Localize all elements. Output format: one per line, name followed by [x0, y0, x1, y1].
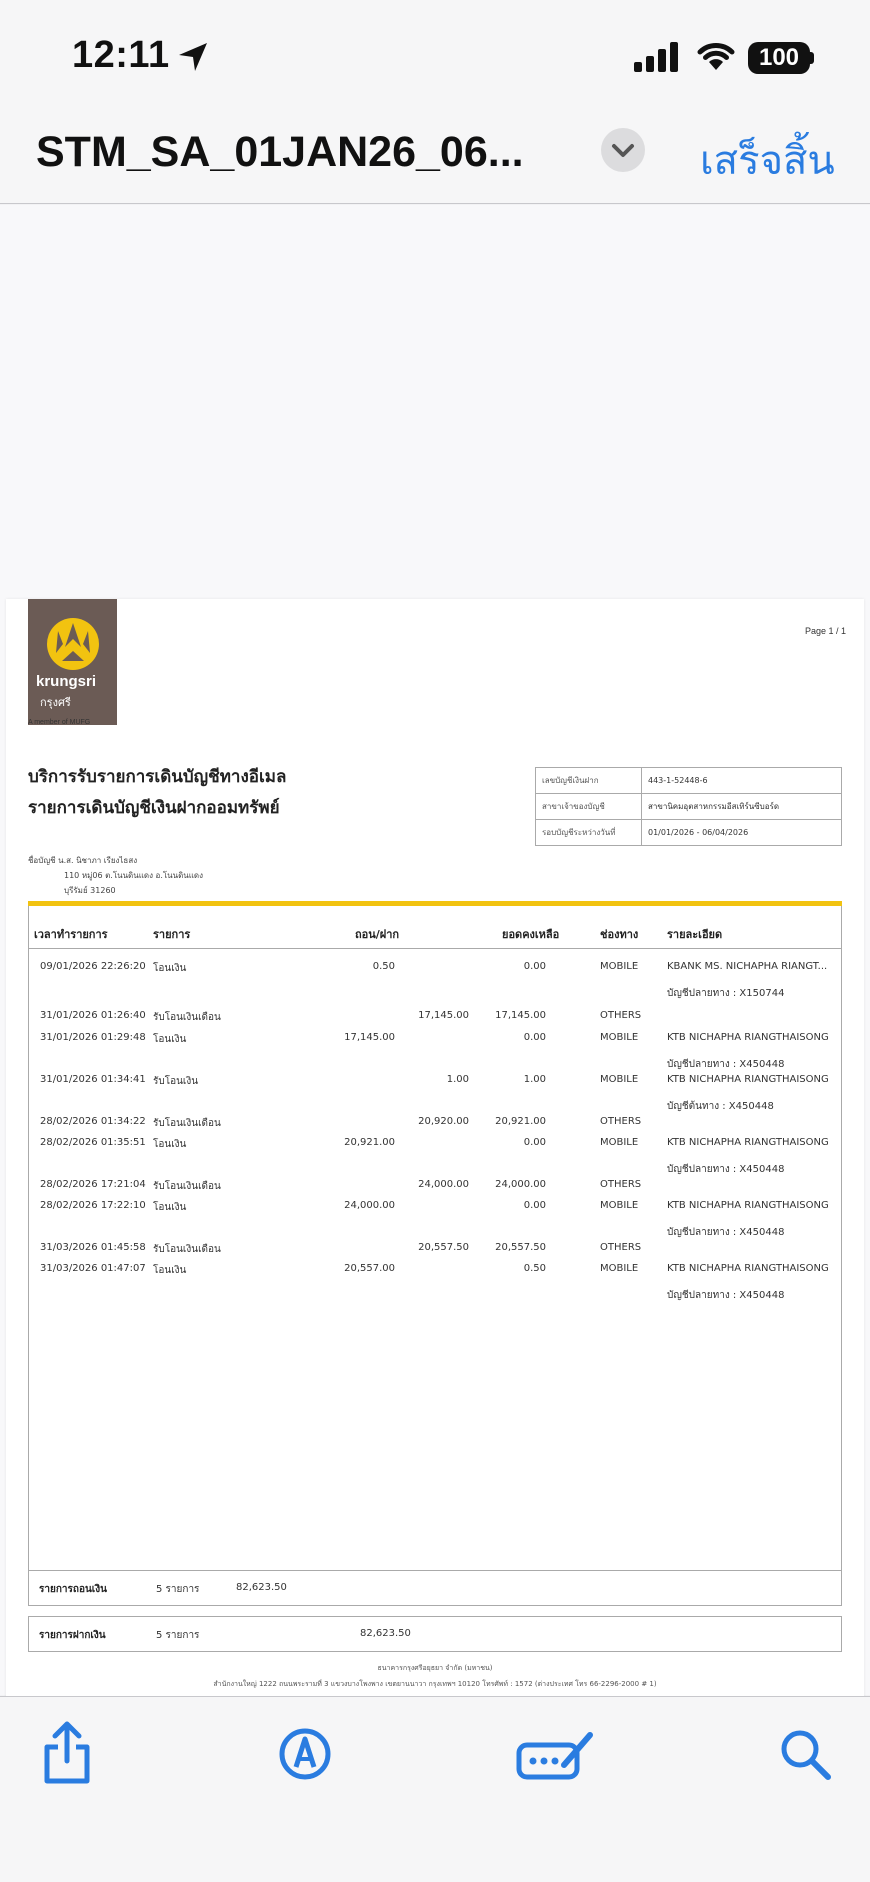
cell-deposit: 20,557.50	[418, 1242, 469, 1253]
cell-balance: 0.00	[523, 961, 546, 972]
file-title[interactable]: STM_SA_01JAN26_06...	[36, 128, 524, 176]
cell-channel: MOBILE	[600, 1137, 639, 1148]
cell-time: 31/01/2026 01:34:41	[40, 1074, 146, 1085]
cell-detail: KTB NICHAPHA RIANGTHAISONG	[667, 1137, 829, 1148]
cell-balance: 0.00	[523, 1200, 546, 1211]
cell-detail-account: บัญชีปลายทาง : X450448	[667, 1227, 785, 1238]
info-value: 01/01/2026 - 06/04/2026	[642, 820, 842, 846]
info-row-branch	[536, 794, 842, 820]
cell-time: 31/03/2026 01:47:07	[40, 1263, 146, 1274]
bank-name-footer: ธนาคารกรุงศรีอยุธยา จำกัด (มหาชน)	[377, 1664, 493, 1672]
info-key: รอบบัญชีระหว่างวันที่	[536, 820, 642, 846]
page-number: Page 1 / 1	[804, 626, 846, 636]
info-row-account-no	[536, 768, 842, 794]
cell-detail-account: บัญชีปลายทาง : X450448	[667, 1290, 785, 1301]
cell-channel: MOBILE	[600, 1074, 639, 1085]
cell-type: โอนเงิน	[153, 1265, 187, 1276]
info-value: 443-1-52448-6	[642, 768, 842, 794]
document-header	[0, 110, 870, 204]
statement-type-title: รายการเดินบัญชีเงินฝากออมทรัพย์	[28, 798, 280, 818]
cell-balance: 1.00	[523, 1074, 546, 1085]
summary-count: 5 รายการ	[156, 1584, 200, 1595]
cell-withdraw: 24,000.00	[344, 1200, 395, 1211]
location-arrow-icon	[176, 40, 210, 74]
summary-amount: 82,623.50	[236, 1582, 287, 1593]
cell-time: 28/02/2026 17:21:04	[40, 1179, 146, 1190]
cellular-signal-icon	[634, 42, 680, 72]
bottom-toolbar	[0, 1696, 870, 1882]
cell-channel: MOBILE	[600, 961, 639, 972]
cell-channel: MOBILE	[600, 1200, 639, 1211]
cell-detail-account: บัญชีต้นทาง : X450448	[667, 1101, 774, 1112]
cell-detail-account: บัญชีปลายทาง : X450448	[667, 1164, 785, 1175]
info-value: สาขานิคมอุตสาหกรรมอีสเทิร์นซีบอร์ด	[642, 794, 842, 820]
cell-deposit: 24,000.00	[418, 1179, 469, 1190]
info-row-period	[536, 820, 842, 846]
cell-detail: KTB NICHAPHA RIANGTHAISONG	[667, 1074, 829, 1085]
cell-detail: KTB NICHAPHA RIANGTHAISONG	[667, 1032, 829, 1043]
column-header-detail: รายละเอียด	[667, 928, 723, 941]
cell-detail-account: บัญชีปลายทาง : X450448	[667, 1059, 785, 1070]
cell-deposit: 1.00	[446, 1074, 469, 1085]
cell-detail: KTB NICHAPHA RIANGTHAISONG	[667, 1200, 829, 1211]
cell-time: 28/02/2026 17:22:10	[40, 1200, 146, 1211]
summary-label: รายการถอนเงิน	[39, 1584, 107, 1595]
cell-channel: MOBILE	[600, 1263, 639, 1274]
cell-type: โอนเงิน	[153, 1034, 187, 1045]
column-header-type: รายการ	[153, 928, 191, 941]
summary-amount: 82,623.50	[360, 1628, 411, 1639]
cell-type: รับโอนเงินเดือน	[153, 1012, 221, 1023]
column-header-channel: ช่องทาง	[600, 928, 639, 941]
krungsri-emblem-icon	[46, 617, 100, 671]
summary-withdraw-row	[28, 1570, 842, 1606]
cell-withdraw: 0.50	[372, 961, 395, 972]
cell-withdraw: 20,921.00	[344, 1137, 395, 1148]
cell-balance: 20,557.50	[495, 1242, 546, 1253]
cell-balance: 0.00	[523, 1032, 546, 1043]
cell-balance: 17,145.00	[495, 1010, 546, 1021]
account-owner-address: 110 หมู่06 ต.โนนดินแดง อ.โนนดินแดง	[64, 871, 204, 880]
column-header-balance: ยอดคงเหลือ	[502, 928, 560, 941]
title-menu-button[interactable]	[601, 128, 645, 172]
cell-detail: KTB NICHAPHA RIANGTHAISONG	[667, 1263, 829, 1274]
account-info-table	[535, 767, 842, 846]
cell-detail-account: บัญชีปลายทาง : X150744	[667, 988, 785, 999]
cell-channel: OTHERS	[600, 1179, 642, 1190]
info-key: เลขบัญชีเงินฝาก	[536, 768, 642, 794]
cell-channel: OTHERS	[600, 1116, 642, 1127]
cell-balance: 0.50	[523, 1263, 546, 1274]
logo-brand-thai: กรุงศรี	[40, 696, 71, 709]
share-icon[interactable]	[40, 1721, 94, 1785]
statement-service-title: บริการรับรายการเดินบัญชีทางอีเมล	[28, 767, 287, 787]
done-button[interactable]: เสร็จสิ้น	[700, 138, 835, 184]
cell-time: 09/01/2026 22:26:20	[40, 961, 146, 972]
cell-time: 31/01/2026 01:26:40	[40, 1010, 146, 1021]
cell-type: รับโอนเงินเดือน	[153, 1181, 221, 1192]
cell-time: 28/02/2026 01:35:51	[40, 1137, 146, 1148]
account-owner-province: บุรีรัมย์ 31260	[64, 886, 116, 895]
summary-label: รายการฝากเงิน	[39, 1630, 106, 1641]
cell-time: 31/03/2026 01:45:58	[40, 1242, 146, 1253]
status-bar	[0, 0, 870, 110]
cell-detail: KBANK MS. NICHAPHA RIANGT...	[667, 961, 828, 972]
cell-balance: 0.00	[523, 1137, 546, 1148]
bank-address-footer: สำนักงานใหญ่ 1222 ถนนพระรามที่ 3 แขวงบางโพงพาง เขตยานนาวา กรุงเทพฯ 10120 โทรศัพท์ : 1572 (ต่างประเทศ โทร 66-2296-2000 # 1)	[213, 1680, 657, 1688]
cell-withdraw: 17,145.00	[344, 1032, 395, 1043]
search-icon[interactable]	[778, 1727, 832, 1781]
cell-channel: OTHERS	[600, 1242, 642, 1253]
cell-type: โอนเงิน	[153, 1139, 187, 1150]
krungsri-logo	[28, 599, 117, 725]
account-owner-block	[28, 853, 203, 898]
cell-type: โอนเงิน	[153, 963, 187, 974]
cell-type: โอนเงิน	[153, 1202, 187, 1213]
cell-time: 31/01/2026 01:29:48	[40, 1032, 146, 1043]
cell-type: รับโอนเงินเดือน	[153, 1118, 221, 1129]
statement-page	[6, 599, 864, 1709]
header-divider	[29, 948, 841, 949]
annotate-icon[interactable]	[516, 1731, 594, 1781]
column-header-amount: ถอน/ฝาก	[355, 928, 400, 941]
summary-count: 5 รายการ	[156, 1630, 200, 1641]
info-key: สาขาเจ้าของบัญชี	[536, 794, 642, 820]
logo-brand-text: krungsri	[36, 673, 97, 690]
cell-withdraw: 20,557.00	[344, 1263, 395, 1274]
cell-type: รับโอนเงิน	[153, 1076, 199, 1087]
cell-time: 28/02/2026 01:34:22	[40, 1116, 146, 1127]
cell-deposit: 17,145.00	[418, 1010, 469, 1021]
summary-deposit-row	[28, 1616, 842, 1652]
cell-deposit: 20,920.00	[418, 1116, 469, 1127]
account-owner-name: ชื่อบัญชี น.ส. นิชาภา เรียงไธสง	[28, 856, 138, 865]
wifi-icon	[696, 40, 736, 72]
cell-balance: 24,000.00	[495, 1179, 546, 1190]
transaction-table	[28, 906, 842, 1571]
document-canvas[interactable]	[0, 205, 870, 1695]
mufg-member-label: A member of MUFG	[28, 719, 91, 726]
cell-channel: OTHERS	[600, 1010, 642, 1021]
battery-nub	[810, 52, 814, 64]
cell-type: รับโอนเงินเดือน	[153, 1244, 221, 1255]
cell-balance: 20,921.00	[495, 1116, 546, 1127]
status-time: 12:11	[72, 34, 170, 76]
battery-icon: 100	[748, 42, 810, 74]
chevron-down-icon	[601, 128, 645, 172]
markup-icon[interactable]	[278, 1727, 332, 1781]
cell-channel: MOBILE	[600, 1032, 639, 1043]
column-header-time: เวลาทำรายการ	[34, 928, 108, 941]
